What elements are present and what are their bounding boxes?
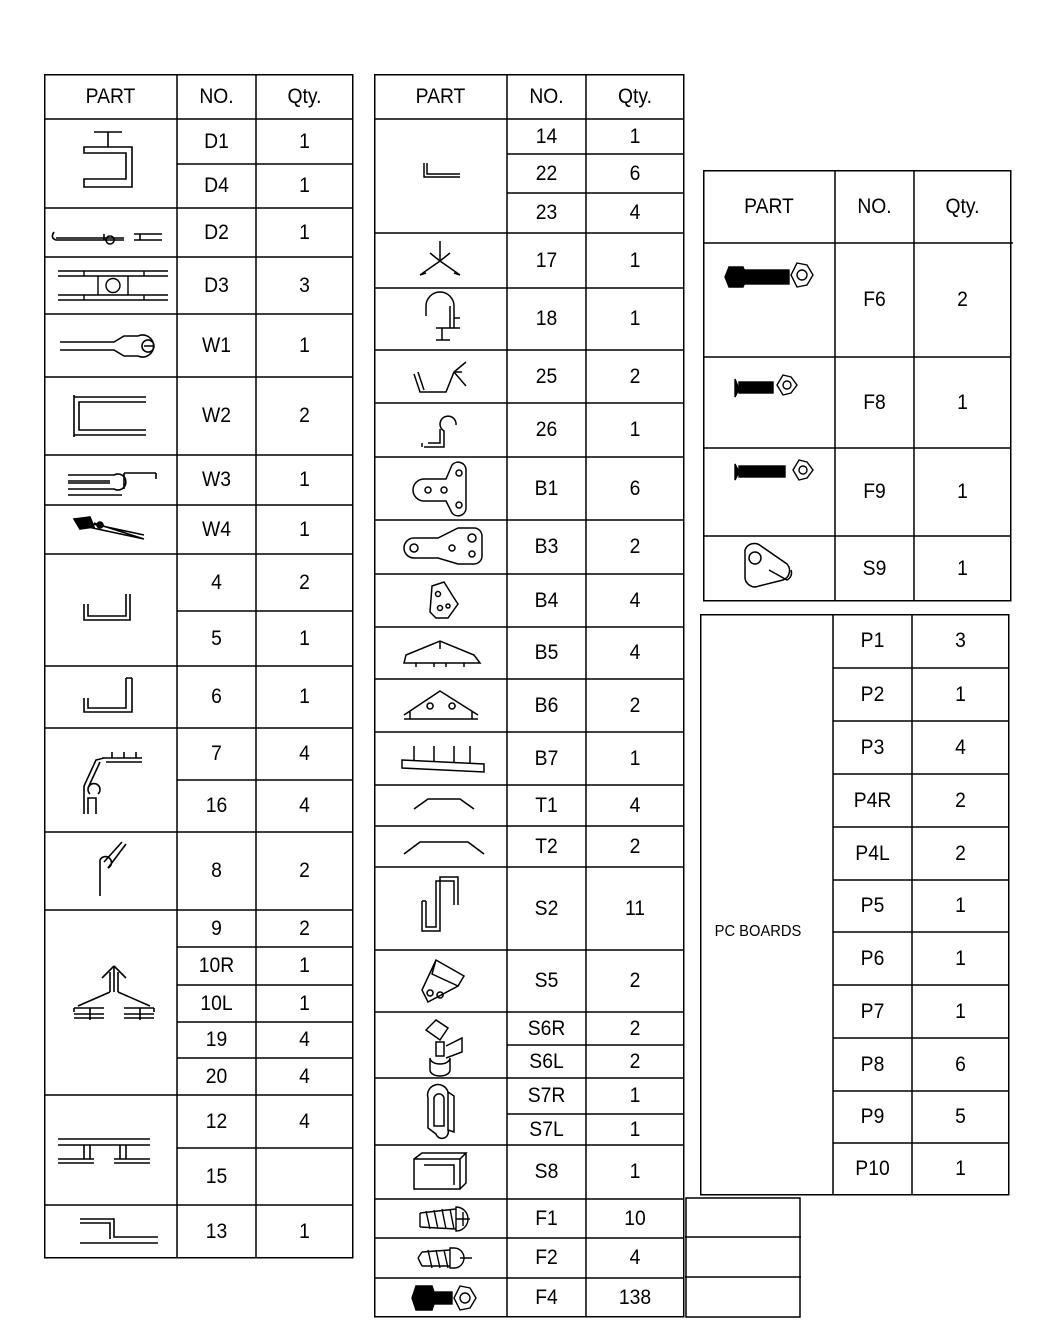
part-drawing-long-bolt-nut [703, 243, 835, 357]
board-no: P6 [860, 946, 885, 970]
part-no: S5 [534, 969, 559, 992]
part-drawing-gable-plate-b5 [374, 627, 507, 679]
part-drawing-triangle-clip [374, 950, 507, 1012]
part-qty: 2 [629, 1049, 641, 1073]
part-no: 14 [535, 124, 558, 148]
part-qty: 4 [299, 1028, 310, 1051]
part-drawing-bracket-b1 [374, 457, 507, 520]
part-qty: 1 [957, 390, 968, 414]
board-qty: 2 [955, 841, 966, 865]
board-qty: 3 [955, 629, 966, 652]
part-qty: 2 [629, 1016, 641, 1040]
board-no: P4L [855, 841, 890, 865]
part-no: 5 [211, 626, 222, 650]
part-no: 4 [211, 570, 222, 594]
part-qty: 4 [629, 1246, 641, 1269]
board-qty: 1 [955, 946, 966, 970]
part-qty: 4 [629, 588, 641, 612]
board-no: P7 [860, 999, 885, 1023]
part-drawing-double-bar-circle [44, 257, 177, 314]
pc-boards-table [700, 614, 1011, 1196]
part-qty: 1 [629, 1117, 641, 1141]
header-part: PART [85, 84, 136, 108]
part-no: W1 [202, 333, 231, 357]
part-drawing-hook-connector [374, 288, 507, 350]
part-no: W2 [202, 404, 231, 427]
part-drawing-screw-f1 [374, 1199, 507, 1238]
part-qty: 1 [629, 1160, 641, 1183]
part-no: D4 [204, 174, 229, 197]
part-drawing-latch-bar [44, 505, 177, 554]
part-no: W3 [202, 468, 231, 491]
part-qty: 4 [299, 794, 310, 817]
board-no: P8 [860, 1052, 885, 1076]
board-no: P1 [860, 629, 885, 652]
part-no: 12 [205, 1109, 228, 1133]
part-qty: 2 [299, 916, 310, 940]
board-no: P3 [860, 735, 885, 759]
board-no: P9 [860, 1105, 885, 1128]
part-qty: 10 [624, 1206, 646, 1230]
part-no: B6 [534, 693, 559, 717]
part-drawing-c-frame [44, 377, 177, 455]
board-qty: 1 [955, 894, 966, 917]
part-qty: 138 [618, 1285, 652, 1309]
part-no: 16 [205, 794, 228, 817]
part-drawing-step-profile [44, 1205, 177, 1258]
part-qty: 1 [299, 129, 310, 153]
part-drawing-tripod-connector [374, 233, 507, 288]
board-qty: 6 [955, 1052, 966, 1076]
part-no: S7R [527, 1084, 566, 1107]
part-qty: 4 [629, 641, 641, 664]
part-no: F9 [863, 480, 886, 503]
part-drawing-short-screw-nut [703, 357, 835, 448]
part-drawing-clip-profile [44, 832, 177, 910]
part-no: 22 [535, 161, 558, 185]
part-no: S6L [529, 1049, 564, 1073]
header-part: PART [415, 84, 466, 108]
part-qty: 1 [957, 556, 968, 580]
part-drawing-u-channel-top-bar [44, 119, 177, 208]
part-drawing-h-profile [44, 1095, 177, 1205]
part-qty: 1 [299, 626, 310, 650]
part-no: 13 [205, 1219, 228, 1243]
part-no: D3 [204, 273, 229, 297]
part-no: F1 [535, 1206, 558, 1230]
part-drawing-hook-rod [44, 208, 177, 257]
part-qty: 4 [299, 1064, 310, 1088]
part-no: F8 [863, 390, 886, 414]
part-no: F6 [863, 288, 886, 311]
part-no: B4 [534, 588, 559, 612]
part-qty: 1 [299, 1219, 310, 1243]
part-qty: 1 [299, 685, 310, 708]
part-qty: 1 [299, 468, 310, 491]
part-no: S9 [862, 556, 887, 580]
header-no: NO. [857, 194, 892, 218]
part-no: 25 [535, 364, 558, 388]
part-drawing-curl-clip [374, 403, 507, 457]
parts-table-3 [703, 170, 1014, 602]
part-qty: 3 [299, 273, 310, 297]
part-qty: 4 [299, 1109, 310, 1133]
part-qty: 6 [629, 161, 641, 185]
part-no: 7 [211, 742, 222, 765]
board-no: P10 [855, 1157, 890, 1180]
pc-boards-label: PC BOARDS [714, 923, 802, 940]
part-drawing-corner-profile [44, 728, 177, 832]
part-no: 23 [535, 201, 558, 224]
part-qty: 2 [629, 834, 641, 858]
part-qty: 1 [629, 124, 641, 148]
part-qty: 1 [629, 307, 641, 330]
part-no: T1 [535, 793, 558, 817]
part-drawing-u-profile [44, 554, 177, 666]
board-qty: 1 [955, 682, 966, 706]
part-no: 20 [205, 1064, 228, 1088]
part-no: B7 [534, 746, 559, 770]
part-drawing-medium-screw-nut [703, 448, 835, 536]
board-no: P2 [860, 682, 885, 706]
part-drawing-swivel-knob [703, 536, 835, 601]
part-no: B1 [534, 476, 559, 500]
part-no: D1 [204, 129, 229, 153]
part-drawing-l-profile [44, 666, 177, 728]
part-qty: 1 [299, 954, 310, 977]
parts-table-2 [374, 74, 685, 1318]
part-qty: 4 [299, 742, 310, 765]
board-qty: 2 [955, 788, 966, 812]
part-drawing-s-clip [374, 867, 507, 950]
part-qty: 1 [299, 333, 310, 357]
part-drawing-screw-f2 [374, 1238, 507, 1278]
part-qty: 4 [629, 793, 641, 817]
part-no: 18 [535, 307, 558, 330]
part-no: S7L [529, 1117, 564, 1141]
part-qty: 2 [629, 969, 641, 992]
part-no: 9 [211, 916, 222, 940]
part-no: 6 [211, 685, 222, 708]
part-qty: 1 [629, 1084, 641, 1107]
board-no: P4R [853, 788, 892, 812]
part-qty: 4 [629, 201, 641, 224]
part-no: 15 [205, 1164, 228, 1188]
board-qty: 4 [955, 735, 966, 759]
part-no: S2 [534, 896, 559, 920]
part-qty: 2 [629, 535, 641, 558]
part-drawing-trim-t1 [374, 785, 507, 826]
header-qty: Qty. [287, 84, 322, 108]
header-no: NO. [529, 84, 564, 108]
part-drawing-bracket-b3 [374, 520, 507, 574]
part-no: S6R [527, 1016, 566, 1040]
header-part: PART [744, 194, 794, 218]
header-qty: Qty. [617, 84, 652, 108]
part-no: D2 [204, 220, 229, 244]
part-drawing-ridge-profile [44, 910, 177, 1095]
part-no: F4 [535, 1285, 558, 1309]
part-no: T2 [535, 834, 558, 858]
part-no: 19 [205, 1028, 228, 1051]
part-no: W4 [202, 517, 231, 541]
part-qty: 2 [629, 693, 641, 717]
part-no: B5 [534, 641, 559, 664]
board-qty: 1 [955, 1157, 966, 1180]
part-qty: 1 [629, 418, 641, 441]
empty-boxes [685, 1197, 801, 1318]
part-no: 8 [211, 859, 222, 882]
part-qty: 2 [299, 404, 310, 427]
part-drawing-slot-bar [44, 455, 177, 505]
part-qty: 1 [629, 746, 641, 770]
parts-table-1 [44, 74, 354, 1259]
part-drawing-wrench-end-bar [44, 314, 177, 377]
part-qty: 1 [957, 480, 968, 503]
part-drawing-square-cap [374, 1145, 507, 1199]
part-no: 10R [198, 954, 235, 977]
part-qty [260, 1148, 349, 1205]
part-no: 17 [535, 248, 558, 272]
part-no: 26 [535, 418, 558, 441]
part-qty: 2 [299, 859, 310, 882]
part-drawing-gutter-connector [374, 350, 507, 403]
part-drawing-bolt-nut-f4 [374, 1278, 507, 1317]
part-drawing-bracket-b4 [374, 574, 507, 627]
part-qty: 1 [299, 220, 310, 244]
part-drawing-peg-rail [374, 732, 507, 785]
part-drawing-end-cap [374, 1078, 507, 1145]
board-qty: 1 [955, 999, 966, 1023]
board-no: P5 [860, 894, 885, 917]
part-qty: 2 [629, 364, 641, 388]
part-qty: 2 [299, 570, 310, 594]
part-qty: 1 [299, 517, 310, 541]
part-qty: 1 [629, 248, 641, 272]
part-no: F2 [535, 1246, 558, 1269]
part-qty: 1 [299, 991, 310, 1015]
part-drawing-gable-plate-b6 [374, 679, 507, 732]
board-qty: 5 [955, 1105, 966, 1128]
part-no: B3 [534, 535, 559, 558]
part-qty: 1 [299, 174, 310, 197]
header-qty: Qty. [945, 194, 980, 218]
part-drawing-angle-bar [374, 119, 507, 233]
part-drawing-trim-t2 [374, 826, 507, 867]
header-no: NO. [199, 84, 234, 108]
part-qty: 11 [624, 896, 646, 920]
part-drawing-hinge-clip [374, 1012, 507, 1078]
part-qty: 2 [957, 288, 968, 311]
part-no: S8 [534, 1160, 559, 1183]
part-qty: 6 [629, 476, 641, 500]
part-no: 10L [200, 991, 233, 1015]
